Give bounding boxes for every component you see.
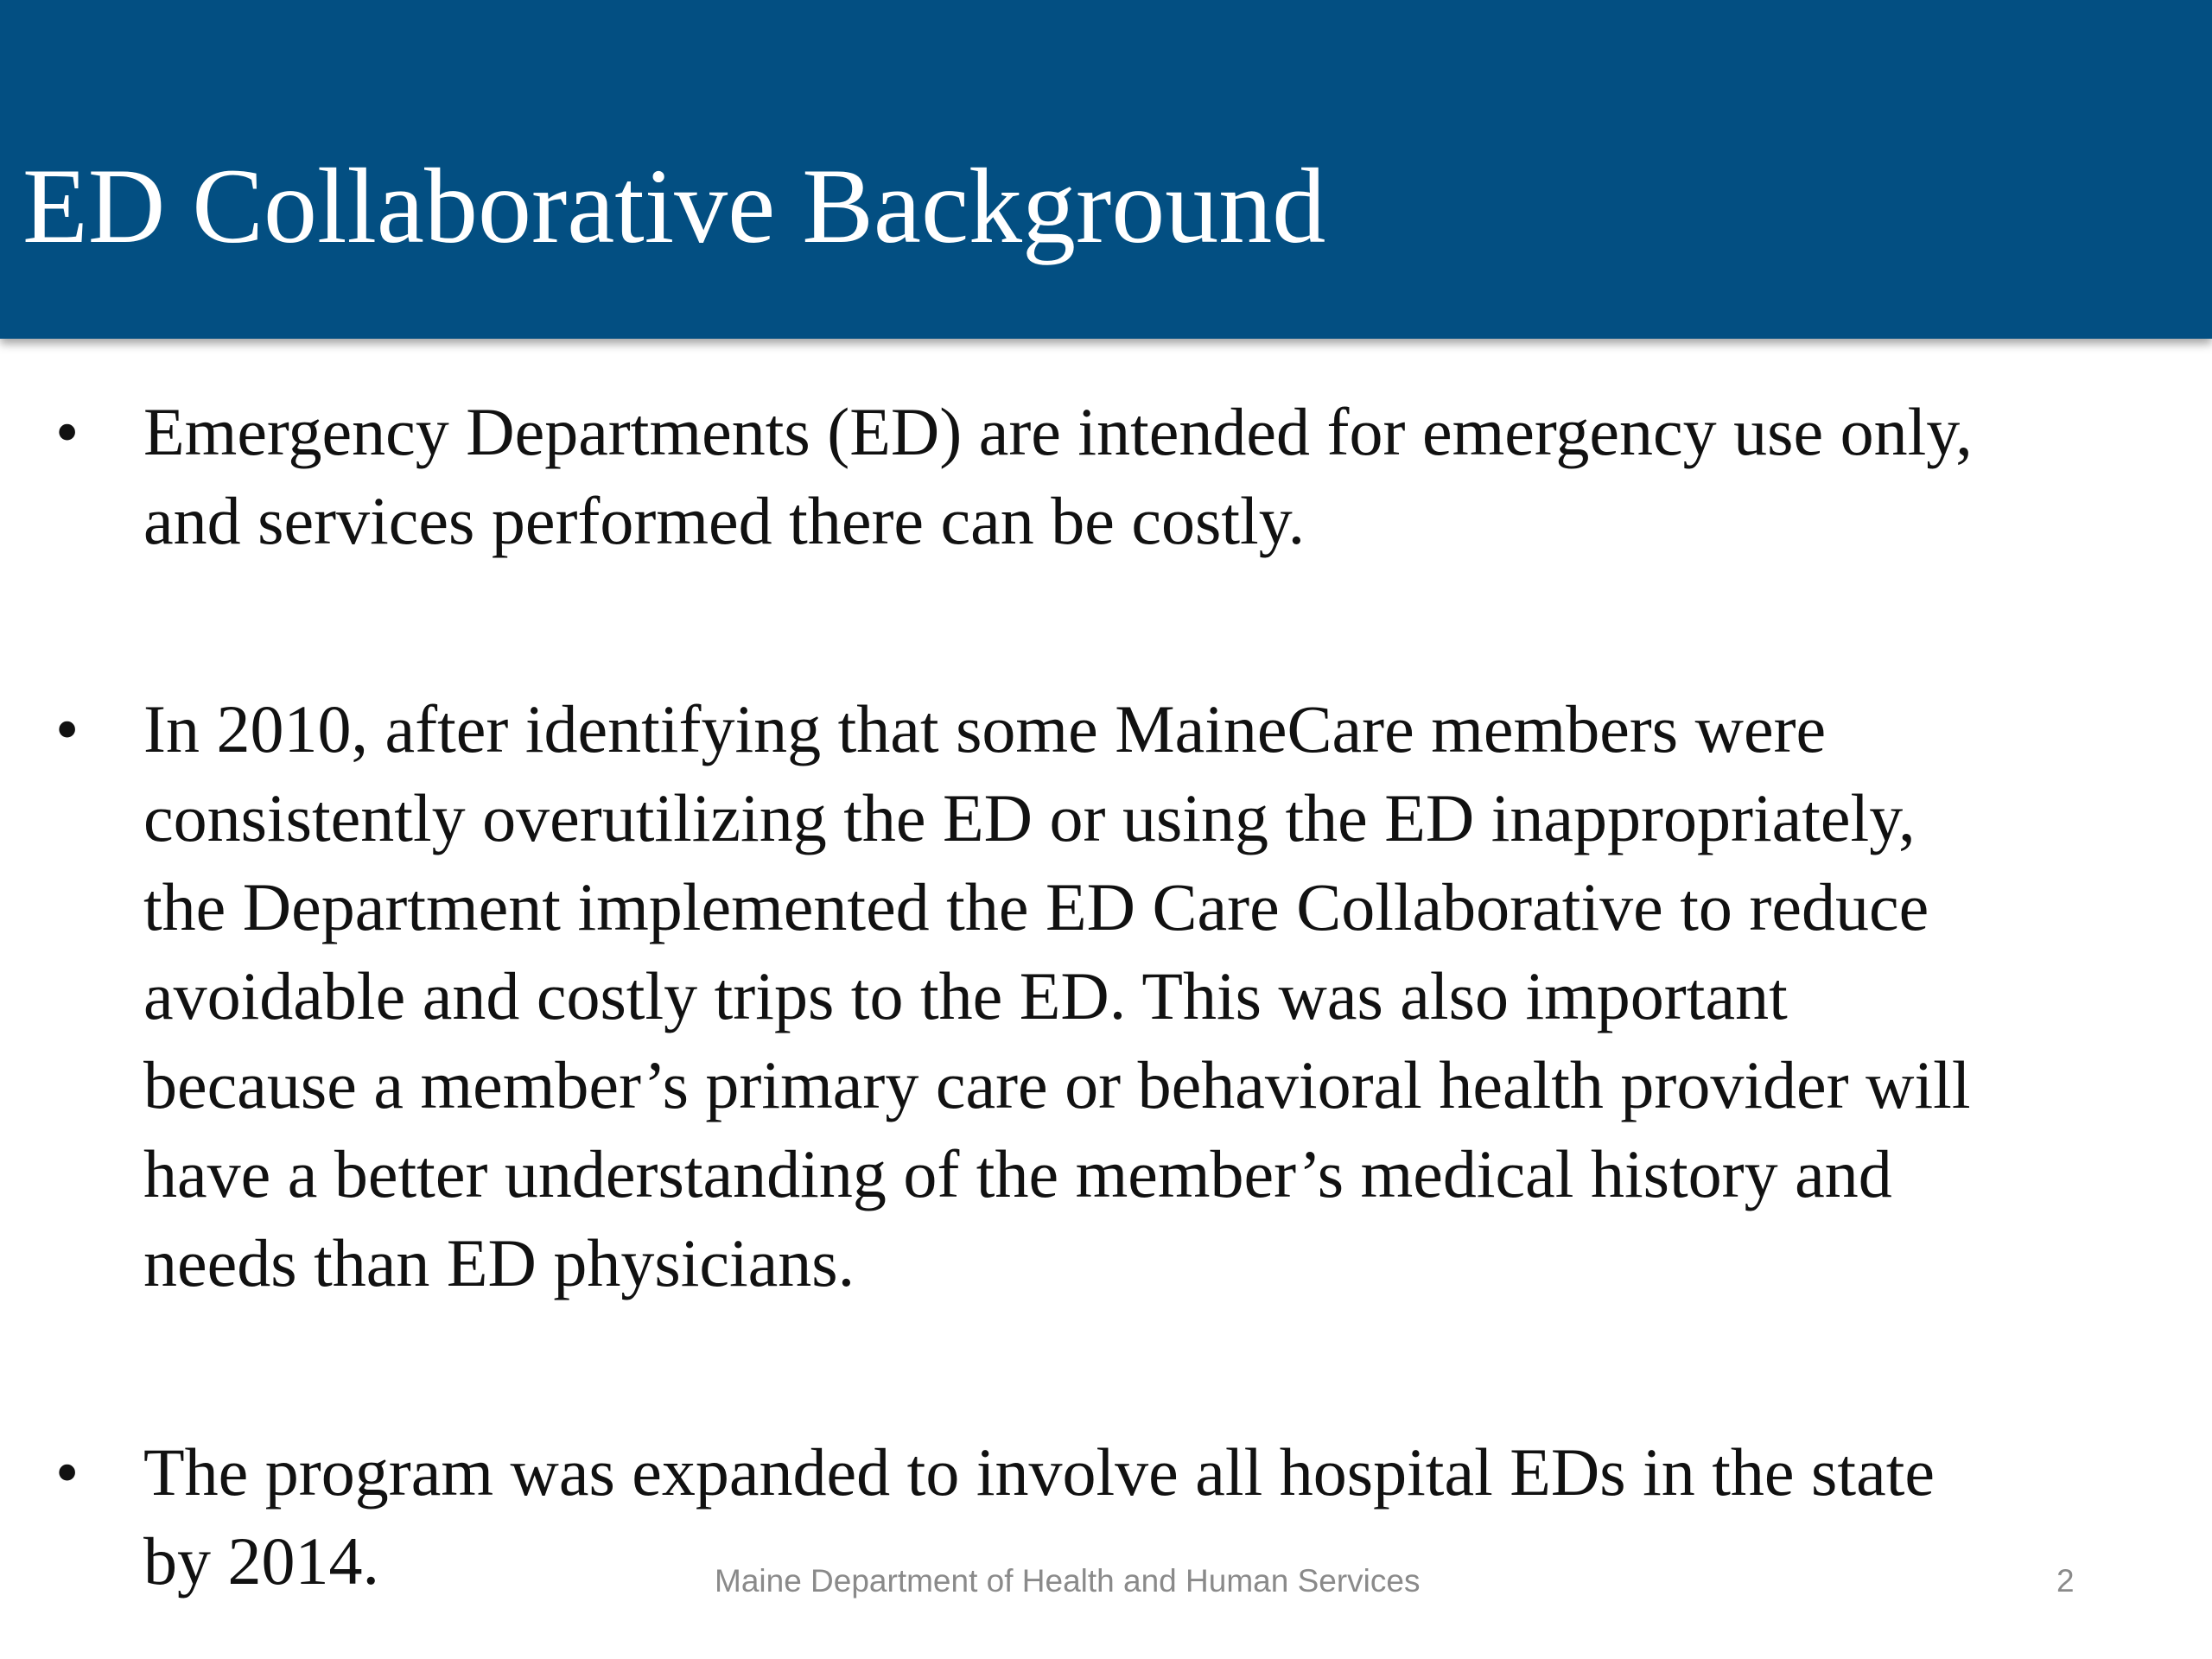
bullet-text	[143, 684, 2165, 1307]
footer-text: Maine Department of Health and Human Services	[715, 1563, 1421, 1599]
bullet-dot: •	[55, 1434, 79, 1510]
title-band	[0, 0, 2212, 339]
bullet-line: In 2010, after identifying that some MaineCare members were	[143, 691, 1827, 766]
bullet-dot: •	[55, 394, 79, 469]
bullet-dot: •	[55, 691, 79, 766]
bullet-line: the Department implemented the ED Care Collaborative to reduce	[143, 869, 1929, 944]
bullet-line: because a member’s primary care or behavioral health provider will	[143, 1047, 1971, 1122]
bullet-line: by 2014.	[143, 1523, 379, 1599]
bullet-line: Emergency Departments (ED) are intended for emergency use only,	[143, 394, 1973, 469]
page-number: 2	[2056, 1563, 2075, 1599]
bullet-line: have a better understanding of the member’s medical history and	[143, 1136, 1892, 1211]
slide-title: ED Collaborative Background	[22, 147, 1326, 265]
bullet-line: and services performed there can be costly.	[143, 483, 1306, 558]
slide-footer	[0, 1560, 2212, 1612]
bullet-line: consistently overutilizing the ED or using the ED inappropriately,	[143, 780, 1916, 855]
bullet-line: needs than ED physicians.	[143, 1225, 855, 1300]
bullet-line: avoidable and costly trips to the ED. This was also important	[143, 958, 1788, 1033]
bullet-text	[143, 387, 2165, 565]
bullet-line: The program was expanded to involve all hospital EDs in the state	[143, 1434, 1935, 1510]
